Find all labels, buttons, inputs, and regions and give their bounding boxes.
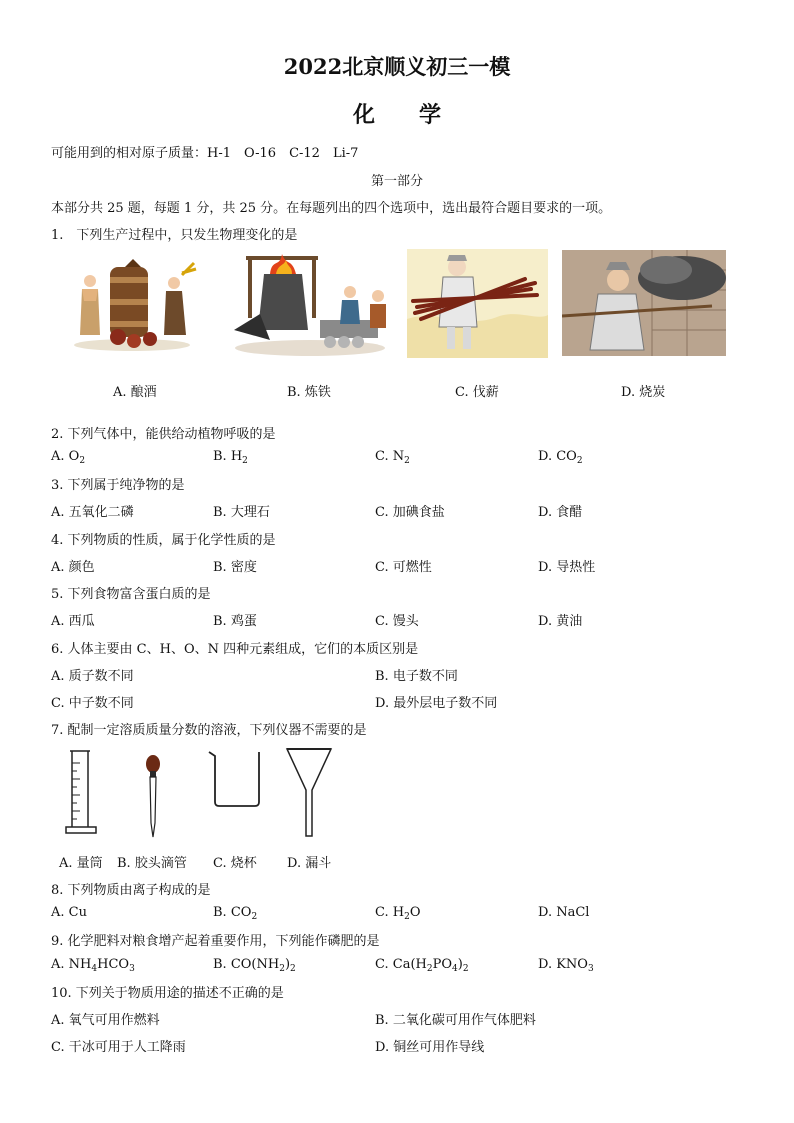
subject-title: 化 学	[352, 102, 441, 128]
dropper-icon	[140, 753, 166, 839]
q2-option-b: B. $H_2$	[213, 449, 248, 466]
q1-option-b: B. 炼铁	[287, 385, 331, 400]
q4-option-c: C. 可燃性	[375, 560, 432, 575]
q10-option-c: C. 干冰可用于人工降雨	[51, 1040, 186, 1055]
q10-option-d: D. 铜丝可用作导线	[375, 1040, 485, 1055]
question-8-stem: 8. 下列物质由离子构成的是	[51, 883, 211, 898]
q9-option-c: C. $Ca(H_2PO_4)_2$	[375, 957, 469, 974]
q5-option-c: C. 馒头	[375, 614, 419, 629]
q9-option-d: D. $KNO_3$	[538, 957, 594, 974]
q7-option-d: D. 漏斗	[287, 856, 332, 871]
q10-option-a: A. 氧气可用作燃料	[51, 1013, 160, 1028]
part-label: 第一部分	[370, 174, 423, 189]
q6-option-d: D. 最外层电子数不同	[375, 696, 498, 711]
q6-option-b: B. 电子数不同	[375, 669, 458, 684]
q3-option-a: A. 五氧化二磷	[51, 505, 134, 520]
ironmaking-illustration	[230, 250, 392, 360]
q8-option-b: B. $CO_2$	[213, 905, 258, 922]
question-3-stem: 3. 下列属于纯净物的是	[51, 478, 185, 493]
q3-option-d: D. 食醋	[538, 505, 583, 520]
q1-option-a: A. 酿酒	[113, 385, 157, 400]
q1-option-c: C. 伐薪	[455, 385, 499, 400]
woodcutting-illustration	[407, 249, 548, 358]
q8-option-c: C. $H_2O$	[375, 905, 421, 922]
question-9-stem: 9. 化学肥料对粮食增产起着重要作用，下列能作磷肥的是	[51, 934, 380, 949]
question-4-stem: 4. 下列物质的性质，属于化学性质的是	[51, 533, 276, 548]
q10-option-b: B. 二氧化碳可用作气体肥料	[375, 1013, 536, 1028]
q9-option-a: A. $NH_4HCO_3$	[51, 957, 135, 974]
winemaking-illustration	[70, 255, 200, 355]
q2-option-a: A. $O_2$	[51, 449, 86, 466]
question-5-stem: 5. 下列食物富含蛋白质的是	[51, 587, 211, 602]
beaker-icon	[205, 748, 267, 810]
q7-option-a: A. 量筒	[59, 856, 103, 871]
q8-option-d: D. NaCl	[538, 905, 590, 920]
funnel-icon	[284, 746, 334, 838]
q6-option-c: C. 中子数不同	[51, 696, 134, 711]
q3-option-b: B. 大理石	[213, 505, 270, 520]
q1-option-d: D. 烧炭	[621, 385, 666, 400]
q4-option-b: B. 密度	[213, 560, 257, 575]
question-1-stem: 1. 下列生产过程中，只发生物理变化的是	[51, 228, 298, 243]
q7-option-b: B. 胶头滴管	[117, 856, 187, 871]
q4-option-a: A. 颜色	[51, 560, 95, 575]
question-2-stem: 2. 下列气体中，能供给动植物呼吸的是	[51, 427, 276, 442]
q6-option-a: A. 质子数不同	[51, 669, 134, 684]
q2-option-d: D. $CO_2$	[538, 449, 583, 466]
q3-option-c: C. 加碘食盐	[375, 505, 445, 520]
page-title: 2022北京顺义初三一模	[283, 54, 511, 79]
q8-option-a: A. Cu	[51, 905, 87, 920]
graduated-cylinder-icon	[64, 747, 104, 837]
charcoal-burning-illustration	[562, 250, 726, 356]
q5-option-a: A. 西瓜	[51, 614, 95, 629]
q2-option-c: C. $N_2$	[375, 449, 410, 466]
q4-option-d: D. 导热性	[538, 560, 596, 575]
q5-option-b: B. 鸡蛋	[213, 614, 257, 629]
atomic-mass-line: 可能用到的相对原子质量：H-1 O-16 C-12 Li-7	[51, 146, 359, 161]
part-instructions: 本部分共 25 题，每题 1 分，共 25 分。在每题列出的四个选项中，选出最符合题目要求的一项。	[51, 201, 612, 216]
question-10-stem: 10. 下列关于物质用途的描述不正确的是	[51, 986, 284, 1001]
question-7-stem: 7. 配制一定溶质质量分数的溶液，下列仪器不需要的是	[51, 723, 367, 738]
q7-option-c: C. 烧杯	[213, 856, 257, 871]
question-6-stem: 6. 人体主要由 C、H、O、N 四种元素组成，它们的本质区别是	[51, 642, 419, 657]
q5-option-d: D. 黄油	[538, 614, 583, 629]
q9-option-b: B. $CO(NH_2)_2$	[213, 957, 296, 974]
